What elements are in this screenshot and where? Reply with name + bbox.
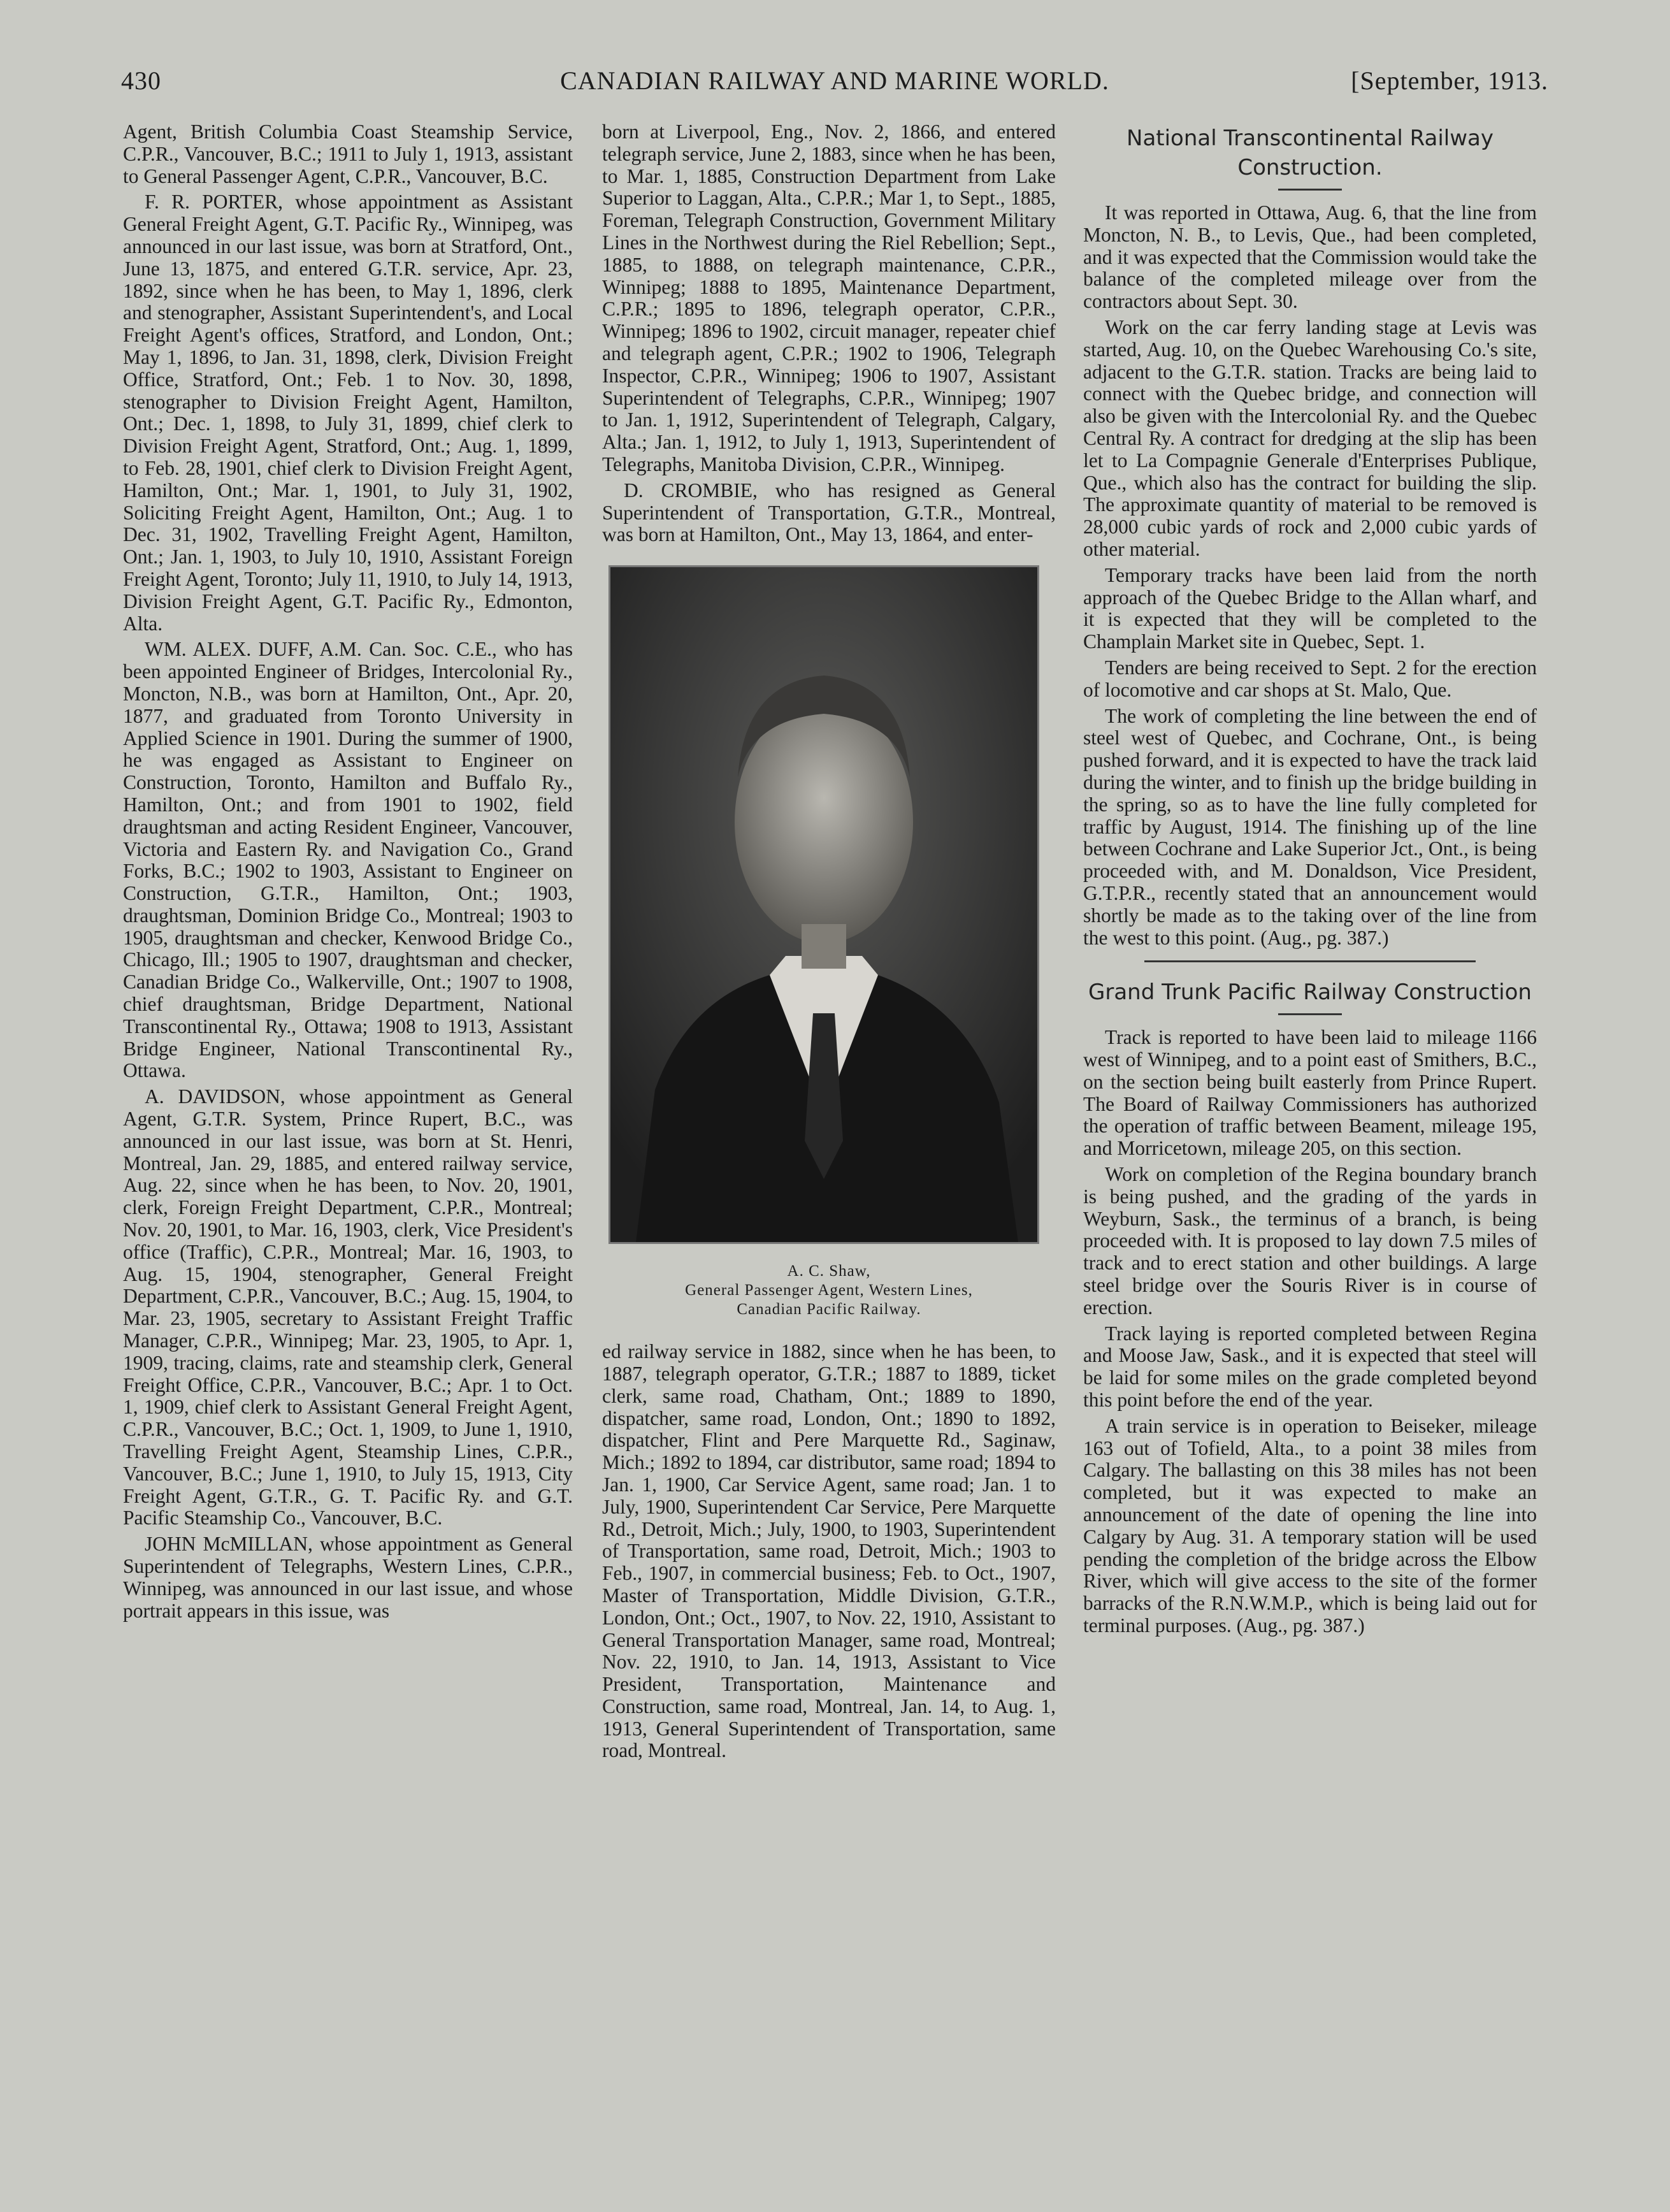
column-right xyxy=(1083,121,1537,1641)
paragraph: Track laying is reported completed between Regina and Moose Jaw, Sask., and it is expected that steel will be laid for some miles on the grade completed beyond this point before the end of the year. xyxy=(1083,1322,1537,1412)
column-left xyxy=(123,121,573,1626)
paragraph: Track is reported to have been laid to mileage 1166 west of Winnipeg, and to a point east of Smithers, B.C., on the section being built easterly from Prince Rupert. The Board of Railway Commissioners has authorized the operation of traffic between Beament, mileage 195, and Morricetown, mileage 205, on this section. xyxy=(1083,1026,1537,1160)
paragraph: Agent, British Columbia Coast Steamship Service, C.P.R., Vancouver, B.C.; 1911 to July 1, 1913, assistant to General Passenger Agent, C.P.R., Vancouver, B.C. xyxy=(123,120,573,187)
paragraph: The work of completing the line between the end of steel west of Quebec, and Cochrane, Ont., is being pushed forward, and it is expected to have the track laid during the winter, and to finish up the bridge building in the spring, so as to have the line fully completed for traffic by August, 1914. The finishing up of the line between Cochrane and Lake Superior Jct., Ont., is being proceeded with, and M. Donaldson, Vice President, G.T.P.R., recently stated that an announcement would shortly be made as to the taking over of the line from the west to this point. (Aug., pg. 387.) xyxy=(1083,704,1537,949)
article-headline: Grand Trunk Pacific Railway Construction xyxy=(1088,979,1532,1006)
paragraph: Work on the car ferry landing stage at Levis was started, Aug. 10, on the Quebec Warehousing Co.'s site, adjacent to the G.T.R. station. Tracks are being laid to connect with the Quebec bridge, and connection will also be given with the Intercolonial Ry. and the Quebec Central Ry. A contract for dredging at the slip has been let to La Compagnie Generale d'Enterprises Publique, Que., which also has the contract for building the slip. The approximate quantity of material to be removed is 28,000 cubic yards of rock and 2,000 cubic yards of other material. xyxy=(1083,315,1537,560)
paragraph: born at Liverpool, Eng., Nov. 2, 1866, and entered telegraph service, June 2, 1883, since when he has been, to Mar. 1, 1885, Construction Department from Lake Superior to Laggan, Alta., C.P.R.; Mar 1, to Sept., 1885, Foreman, Telegraph Construction, Government Military Lines in the Northwest during the Riel Rebellion; Sept., 1885, to 1888, on telegraph maintenance, C.P.R., Winnipeg; 1888 to 1895, Maintenance Department, C.P.R.; 1895 to 1896, telegraph operator, C.P.R., Winnipeg; 1896 to 1902, circuit manager, repeater chief and telegraph agent, C.P.R.; 1902 to 1906, Telegraph Inspector, C.P.R., Winnipeg; 1906 to 1907, Assistant Superintendent of Telegraphs, C.P.R., Winnipeg; 1907 to Jan. 1, 1912, Superintendent of Telegraph, Calgary, Alta.; Jan. 1, 1912, to July 1, 1913, Superintendent of Telegraphs, Manitoba Division, C.P.R., Winnipeg. xyxy=(602,120,1056,475)
article-headline: National Transcontinental Railway Construction. xyxy=(1127,126,1494,180)
paragraph: WM. ALEX. DUFF, A.M. Can. Soc. C.E., who has been appointed Engineer of Bridges, Intercolonial Ry., Moncton, N.B., was born at Hamilton, Ont., Apr. 20, 1877, and graduated from Toronto University in Applied Science in 1901. During the summer of 1900, he was engaged as Assistant to Engineer on Construction, Toronto, Hamilton and Buffalo Ry., Hamilton, Ont.; and from 1901 to 1902, field draughtsman and acting Resident Engineer, Vancouver, Victoria and Eastern Ry. and Navigation Co., Grand Forks, B.C.; 1902 to 1903, Assistant to Engineer on Construction, G.T.R., Hamilton, Ont.; 1903, draughtsman, Dominion Bridge Co., Montreal; 1903 to 1905, draughtsman and checker, Kenwood Bridge Co., Chicago, Ill.; 1905 to 1907, draughtsman and checker, Canadian Bridge Co., Walkerville, Ont.; 1907 to 1908, chief draughtsman, Bridge Department, National Transcontinental Ry., Ottawa; 1908 to 1913, Assistant Bridge Engineer, National Transcontinental Ry., Ottawa. xyxy=(123,638,573,1082)
caption-name: A. C. Shaw, xyxy=(787,1262,871,1280)
paragraph: A. DAVIDSON, whose appointment as General Agent, G.T.R. System, Prince Rupert, B.C., was announced in our last issue, was born at St. Henri, Montreal, Jan. 29, 1885, and entered railway service, Aug. 22, since when he has been, to Nov. 20, 1901, clerk, Foreign Freight Department, C.P.R., Montreal; Nov. 20, 1901, to Mar. 16, 1903, clerk, Vice President's office (Traffic), C.P.R., Montreal; Mar. 16, 1903, to Aug. 15, 1904, stenographer, General Freight Department, C.P.R., Vancouver, B.C.; Aug. 15, 1904, to Mar. 23, 1905, secretary to Assistant Freight Traffic Manager, C.P.R., Winnipeg; Mar. 23, 1905, to Apr. 1, 1909, tracing, claims, rate and steamship clerk, General Freight Office, C.P.R., Vancouver, B.C.; Apr. 1 to Oct. 1, 1909, chief clerk to Assistant General Freight Agent, C.P.R., Vancouver, B.C.; Oct. 1, 1909, to June 1, 1910, Travelling Freight Agent, Steamship Lines, C.P.R., Vancouver, B.C.; June 1, 1910, to July 15, 1913, City Freight Agent, G.T.R., G. T. Pacific Ry. and G.T. Pacific Steamship Co., Vancouver, B.C. xyxy=(123,1085,573,1529)
page-number: 430 xyxy=(121,66,161,95)
caption-title: General Passenger Agent, Western Lines, xyxy=(685,1282,973,1299)
paragraph: ed railway service in 1882, since when he has been, to 1887, telegraph operator, G.T.R.; 1887 to 1889, ticket clerk, same road, Chatham, Ont.; 1889 to 1890, dispatcher, same road, London, Ont.; 1890 to 1892, dispatcher, Flint and Pere Marquette Rd., Saginaw, Mich.; 1892 to 1894, car distributor, same road; 1894 to Jan. 1, 1900, Car Service Agent, same road; Jan. 1 to July, 1900, Superintendent Car Service, Pere Marquette Rd., Detroit, Mich.; July, 1900, to 1903, Superintendent of Transportation, same road, Detroit, Mich.; 1903 to Feb., 1907, in commercial business; Feb. to Oct., 1907, Master of Transportation, Middle Division, G.T.R., London, Ont.; Oct., 1907, to Nov. 22, 1910, Assistant to General Transportation Manager, same road, Montreal; Nov. 22, 1910, to Jan. 14, 1913, Assistant to Vice President, Transportation, Maintenance and Construction, same road, Montreal, Jan. 14, to Aug. 1, 1913, General Superintendent of Transportation, same road, Montreal. xyxy=(602,1340,1056,1762)
paragraph: F. R. PORTER, whose appointment as Assistant General Freight Agent, G.T. Pacific Ry., Winnipeg, was announced in our last issue, was born at Stratford, Ont., June 13, 1875, and entered G.T.R. service, Apr. 23, 1892, since when he has been, to May 1, 1896, clerk and stenographer, Assistant Superintendent's, and Local Freight Agent's offices, Stratford, and London, Ont.; May 1, 1896, to Jan. 31, 1898, clerk, Division Freight Office, Stratford, Ont.; Feb. 1 to Nov. 30, 1898, stenographer to Division Freight Agent, Hamilton, Ont.; Dec. 1, 1898, to July 31, 1899, chief clerk to Division Freight Agent, Stratford, Ont.; Aug. 1, 1899, to Feb. 28, 1901, chief clerk to Division Freight Agent, Hamilton, Ont.; Mar. 1, 1901, to July 31, 1902, Soliciting Freight Agent, Hamilton, Ont.; Aug. 1 to Dec. 31, 1902, Travelling Freight Agent, Hamilton, Ont.; Jan. 1, 1903, to July 10, 1910, Assistant Foreign Freight Agent, Toronto; July 11, 1910, to July 14, 1913, Division Freight Agent, G.T. Pacific Ry., Edmonton, Alta. xyxy=(123,191,573,635)
publication-title: CANADIAN RAILWAY AND MARINE WORLD. xyxy=(560,66,1109,95)
paragraph: It was reported in Ottawa, Aug. 6, that the line from Moncton, N. B., to Levis, Que., had been completed, and it was expected that the Commission would take the balance of the completed mileage over from the contractors about Sept. 30. xyxy=(1083,201,1537,313)
issue-date: [September, 1913. xyxy=(1351,66,1548,95)
paragraph: Tenders are being received to Sept. 2 for the erection of locomotive and car shops at St. Malo, Que. xyxy=(1083,656,1537,701)
divider xyxy=(1278,189,1342,191)
caption-company: Canadian Pacific Railway. xyxy=(737,1301,921,1319)
column-middle xyxy=(602,121,1056,1766)
paragraph: JOHN McMILLAN, whose appointment as General Superintendent of Telegraphs, Western Lines, C.P.R., Winnipeg, was announced in our last issue, and whose portrait appears in this issue, was xyxy=(123,1533,573,1622)
paragraph: Work on completion of the Regina boundary branch is being pushed, and the grading of the yards in Weyburn, Sask., the terminus of a branch, is being proceeded with. It is proposed to lay down 7.5 miles of track and to erect station and other buildings. A large steel bridge over the Souris River is in course of erection. xyxy=(1083,1163,1537,1319)
portrait-illustration xyxy=(610,567,1037,1242)
paragraph: D. CROMBIE, who has resigned as General Superintendent of Transportation, G.T.R., Montreal, was born at Hamilton, Ont., May 13, 1864, and enter- xyxy=(602,479,1056,546)
paragraph: Temporary tracks have been laid from the north approach of the Quebec Bridge to the Allan wharf, and it is expected that they will be completed to the Champlain Market site in Quebec, Sept. 1. xyxy=(1083,563,1537,653)
photo-caption xyxy=(602,1262,1056,1319)
divider xyxy=(1144,960,1476,962)
divider xyxy=(1278,1013,1342,1015)
portrait-photo xyxy=(608,565,1039,1244)
paragraph: A train service is in operation to Beiseker, mileage 163 out of Tofield, Alta., to a point 38 miles from Calgary. The ballasting on this 38 miles has not been completed, but it was expected to make an announcement of the date of opening the line into Calgary by Aug. 31. A temporary station will be used pending the completion of the bridge across the Elbow River, which will give access to the site of the former barracks of the R.N.W.M.P., which is being laid out for terminal purposes. (Aug., pg. 387.) xyxy=(1083,1414,1537,1637)
page-header xyxy=(121,61,1548,105)
